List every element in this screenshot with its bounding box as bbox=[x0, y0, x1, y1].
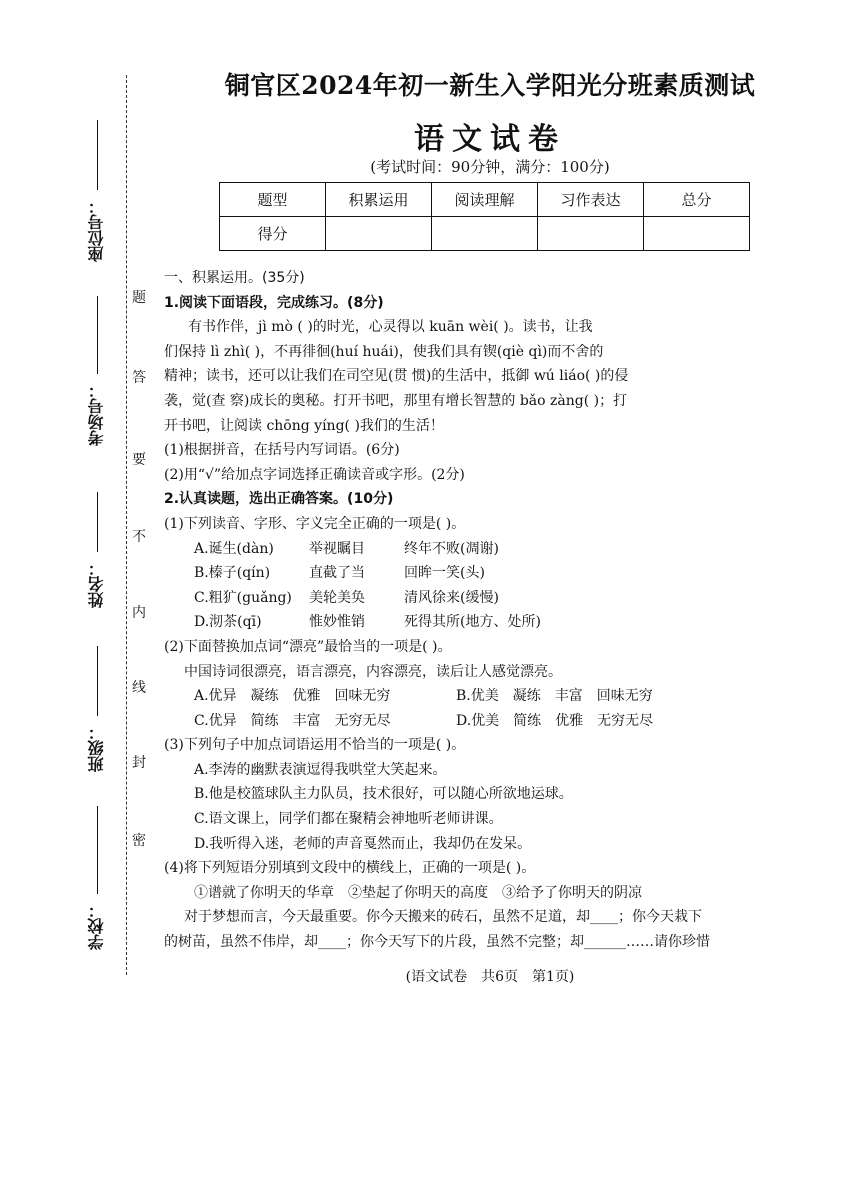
score-header-cell: 阅读理解 bbox=[432, 183, 538, 217]
score-table-row bbox=[220, 217, 750, 251]
score-header-cell: 习作表达 bbox=[538, 183, 644, 217]
exam-info: (考试时间：90分钟，满分：100分) bbox=[370, 158, 610, 176]
seal-char: 题 bbox=[132, 290, 146, 306]
subject-title: 语文试卷 bbox=[414, 122, 566, 157]
seal-char: 答 bbox=[132, 370, 146, 386]
question-body bbox=[164, 266, 824, 955]
passage-line: 对于梦想而言，今天最重要。你今天搬来的砖石，虽然不足道，却____；你今天栽下 bbox=[184, 909, 702, 926]
class-label: 班级： bbox=[87, 724, 106, 772]
sub-question: (4)将下列短语分别填到文段中的横线上，正确的一项是( )。 bbox=[164, 860, 536, 877]
option-b: B.优美 凝练 丰富 回味无穷 bbox=[456, 688, 653, 705]
option-b: B.榛子(qín) bbox=[194, 565, 271, 582]
school-field[interactable] bbox=[84, 806, 110, 950]
option-text: 直截了当 bbox=[309, 565, 365, 582]
exam-title: 铜官区2024年初一新生入学阳光分班素质测试 bbox=[224, 71, 756, 100]
seal-char: 线 bbox=[132, 680, 146, 696]
school-line bbox=[97, 806, 98, 894]
name-field[interactable] bbox=[84, 492, 110, 608]
score-cell[interactable] bbox=[538, 217, 644, 251]
score-row-label: 得分 bbox=[220, 217, 326, 251]
sub-question: (2)用“√”给加点字词选择正确读音或字形。(2分) bbox=[164, 466, 465, 483]
option-text: 举视瞩目 bbox=[309, 540, 365, 557]
option-row bbox=[164, 561, 824, 586]
option-d: D.沏茶(qī) bbox=[194, 614, 262, 631]
option-a: A.李涛的幽默表演逗得我哄堂大笑起来。 bbox=[194, 761, 447, 778]
option-c: C.粗犷(guǎng) bbox=[194, 589, 292, 606]
seat-number-label: 座位号： bbox=[87, 198, 106, 262]
seal-char: 不 bbox=[132, 529, 146, 545]
score-cell[interactable] bbox=[326, 217, 432, 251]
sub-question: (2)下面替换加点词“漂亮”最恰当的一项是( )。 bbox=[164, 638, 452, 655]
name-line bbox=[97, 492, 98, 552]
option-row bbox=[164, 709, 824, 734]
option-row bbox=[164, 537, 824, 562]
option-c: C.优异 简练 丰富 无穷无尽 bbox=[194, 712, 391, 729]
option-text: 回眸一笑(头) bbox=[404, 565, 485, 582]
option-b: B.他是校篮球队主力队员，技术很好，可以随心所欲地运球。 bbox=[194, 786, 573, 803]
question-1: 1.阅读下面语段，完成练习。(8分) bbox=[164, 294, 384, 311]
option-a: A.诞生(dàn) bbox=[194, 540, 274, 557]
score-header-cell: 题型 bbox=[220, 183, 326, 217]
option-text: 清风徐来(缓慢) bbox=[404, 589, 499, 606]
option-d: D.优美 简练 优雅 无穷无尽 bbox=[456, 712, 654, 729]
class-field[interactable] bbox=[84, 646, 110, 772]
option-a: A.优异 凝练 优雅 回味无穷 bbox=[194, 688, 391, 705]
option-text: 惟妙惟销 bbox=[309, 614, 365, 631]
option-text: 死得其所(地方、处所) bbox=[404, 614, 541, 631]
sub-question: (1)根据拼音，在括号内写词语。(6分) bbox=[164, 442, 400, 459]
seal-char: 封 bbox=[132, 755, 146, 771]
seal-char: 内 bbox=[132, 605, 146, 621]
seal-dashed-line bbox=[126, 75, 127, 975]
question-2: 2.认真读题，选出正确答案。(10分) bbox=[164, 491, 394, 508]
score-cell[interactable] bbox=[644, 217, 750, 251]
school-label: 学校： bbox=[87, 902, 106, 950]
option-text: 美轮美奂 bbox=[309, 589, 365, 606]
passage-line: 精神；读书，还可以让我们在司空见(贯 惯)的生活中，抵御 wú liáo( )的侵 bbox=[164, 368, 629, 385]
passage-line: 有书作伴，jì mò ( )的时光，心灵得以 kuān wèi( )。读书，让我 bbox=[188, 319, 593, 336]
seat-number-field[interactable] bbox=[84, 120, 110, 262]
score-cell[interactable] bbox=[432, 217, 538, 251]
seal-char: 密 bbox=[132, 833, 146, 849]
phrase-list: ①谱就了你明天的华章 ②垫起了你明天的高度 ③给予了你明天的阴凉 bbox=[194, 884, 642, 901]
score-header-cell: 积累运用 bbox=[326, 183, 432, 217]
name-label: 姓名： bbox=[87, 560, 106, 608]
sub-question: (1)下列读音、字形、字义完全正确的一项是( )。 bbox=[164, 515, 466, 532]
score-header-cell: 总分 bbox=[644, 183, 750, 217]
seal-char: 要 bbox=[132, 452, 146, 468]
option-text: 终年不败(凋谢) bbox=[404, 540, 499, 557]
option-row bbox=[164, 610, 824, 635]
score-table-header-row bbox=[220, 183, 750, 217]
example-sentence: 中国诗词很漂亮，语言漂亮，内容漂亮，读后让人感觉漂亮。 bbox=[184, 663, 562, 680]
option-row bbox=[164, 684, 824, 709]
score-table bbox=[219, 182, 750, 251]
passage-line: 袭，觉(查 察)成长的奥秘。打开书吧，那里有增长智慧的 bǎo zàng( )；打 bbox=[164, 392, 628, 409]
section-heading: 一、积累运用。(35分) bbox=[164, 270, 305, 286]
option-c: C.语文课上，同学们都在聚精会神地听老师讲课。 bbox=[194, 811, 503, 828]
option-d: D.我听得入迷，老师的声音戛然而止，我却仍在发呆。 bbox=[194, 835, 532, 852]
class-line bbox=[97, 646, 98, 716]
passage-line: 们保持 lì zhì( )，不再徘徊(huí huái)，使我们具有锲(qiè qì)而不舍的 bbox=[164, 343, 604, 360]
seat-number-line bbox=[97, 120, 98, 190]
passage-line: 开书吧，让阅读 chōng yíng( )我们的生活！ bbox=[164, 417, 444, 434]
exam-room-label: 考场号： bbox=[87, 382, 106, 446]
exam-room-line bbox=[97, 296, 98, 374]
exam-room-field[interactable] bbox=[84, 296, 110, 446]
sub-question: (3)下列句子中加点词语运用不恰当的一项是( )。 bbox=[164, 737, 466, 754]
page-footer: (语文试卷 共6页 第1页) bbox=[405, 969, 575, 985]
passage-line: 的树苗，虽然不伟岸，却____；你今天写下的片段，虽然不完整；却______……请你珍惜 bbox=[164, 934, 710, 951]
option-row bbox=[164, 586, 824, 611]
